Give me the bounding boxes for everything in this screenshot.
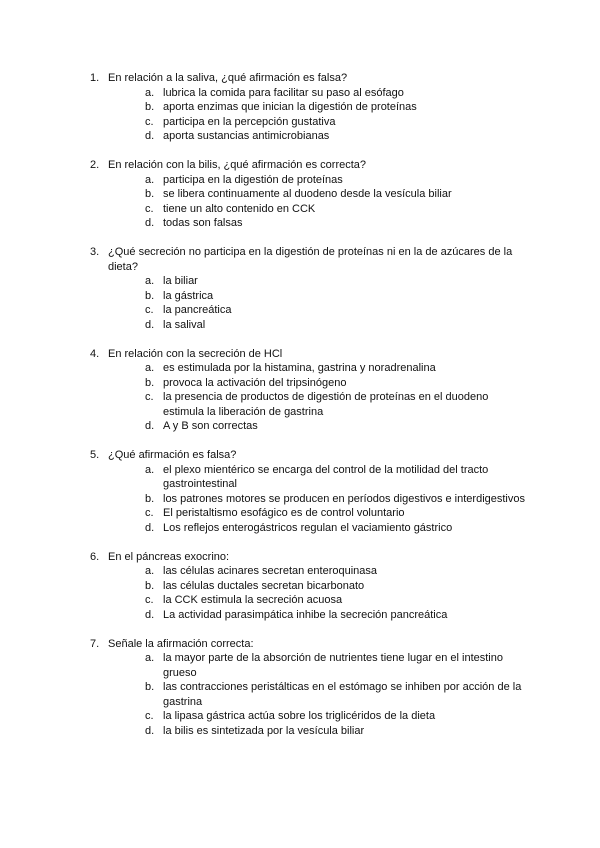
option-item: [145, 390, 530, 419]
question-text: En relación a la saliva, ¿qué afirmación es falsa?: [108, 72, 348, 84]
option-list: [108, 173, 530, 231]
option-list: [108, 651, 530, 738]
option-letter: d.: [145, 217, 155, 229]
option-text: La actividad parasimpática inhibe la secreción pancreática: [163, 608, 448, 621]
question-text: ¿Qué afirmación es falsa?: [108, 449, 237, 461]
option-letter: b.: [145, 376, 155, 389]
option-item: [145, 274, 530, 289]
question-5: [90, 448, 530, 535]
option-text: la salival: [163, 318, 206, 331]
option-item: [145, 100, 530, 115]
option-letter: d.: [145, 420, 155, 432]
option-text: es estimulada por la histamina, gastrina y noradrenalina: [163, 362, 436, 374]
option-text: participa en la percepción gustativa: [163, 115, 336, 128]
question-number: 6.: [90, 550, 100, 563]
option-item: [145, 463, 530, 492]
option-letter: a.: [145, 565, 155, 577]
option-item: [145, 216, 530, 231]
option-item: [145, 187, 530, 202]
option-letter: c.: [145, 304, 154, 316]
question-number: 1.: [90, 72, 100, 84]
option-list: [108, 361, 530, 434]
option-text: tiene un alto contenido en CCK: [163, 202, 316, 215]
option-letter: a.: [145, 173, 155, 186]
option-list: [108, 564, 530, 622]
option-letter: d.: [145, 318, 155, 331]
option-letter: c.: [145, 202, 154, 215]
option-text: lubrica la comida para facilitar su paso al esófago: [163, 86, 404, 99]
option-text: la mayor parte de la absorción de nutrientes tiene lugar en el intestino grueso: [163, 652, 503, 679]
option-item: [145, 564, 530, 579]
option-letter: c.: [145, 710, 154, 722]
option-item: [145, 593, 530, 608]
question-number: 5.: [90, 449, 100, 461]
option-text: las contracciones peristálticas en el estómago se inhiben por acción de la gastrina: [163, 681, 522, 708]
option-letter: c.: [145, 391, 154, 403]
option-letter: a.: [145, 86, 155, 99]
option-item: [145, 376, 530, 391]
option-text: El peristaltismo esofágico es de control voluntario: [163, 507, 405, 519]
option-text: la bilis es sintetizada por la vesícula biliar: [163, 724, 365, 737]
question-text: En el páncreas exocrino:: [108, 550, 230, 563]
question-text: ¿Qué secreción no participa en la digestión de proteínas ni en la de azúcares de la dieta?: [108, 246, 513, 273]
option-text: provoca la activación del tripsinógeno: [163, 376, 347, 389]
option-list: [108, 86, 530, 144]
option-text: se libera continuamente al duodeno desde la vesícula biliar: [163, 188, 452, 200]
question-text: En relación con la bilis, ¿qué afirmación es correcta?: [108, 159, 367, 171]
option-text: aporta sustancias antimicrobianas: [163, 130, 330, 142]
option-text: A y B son correctas: [163, 420, 258, 432]
question-list: [90, 71, 530, 753]
option-letter: a.: [145, 652, 155, 664]
option-text: Los reflejos enterogástricos regulan el vaciamiento gástrico: [163, 521, 453, 534]
option-text: la biliar: [163, 275, 198, 287]
option-text: las células ductales secretan bicarbonato: [163, 579, 365, 592]
option-item: [145, 492, 530, 507]
option-letter: a.: [145, 275, 155, 287]
option-letter: d.: [145, 724, 155, 737]
option-text: todas son falsas: [163, 217, 243, 229]
option-item: [145, 709, 530, 724]
option-letter: c.: [145, 594, 154, 606]
question-number: 7.: [90, 637, 100, 650]
option-text: participa en la digestión de proteínas: [163, 173, 343, 186]
question-1: [90, 71, 530, 144]
option-item: [145, 202, 530, 217]
option-item: [145, 579, 530, 594]
question-4: [90, 347, 530, 434]
option-letter: b.: [145, 579, 155, 592]
question-6: [90, 550, 530, 623]
question-number: 2.: [90, 159, 100, 171]
question-3: [90, 245, 530, 332]
option-text: las células acinares secretan enteroquinasa: [163, 565, 378, 577]
option-letter: a.: [145, 362, 155, 374]
option-letter: d.: [145, 608, 155, 621]
option-item: [145, 115, 530, 130]
option-text: la lipasa gástrica actúa sobre los triglicéridos de la dieta: [163, 710, 436, 722]
question-text: Señale la afirmación correcta:: [108, 637, 254, 650]
option-letter: a.: [145, 463, 155, 476]
option-item: [145, 173, 530, 188]
option-letter: c.: [145, 115, 154, 128]
option-item: [145, 724, 530, 739]
option-item: [145, 651, 530, 680]
option-text: la presencia de productos de digestión de proteínas en el duodeno estimula la liberación de gastrina: [163, 391, 489, 418]
option-list: [108, 274, 530, 332]
question-number: 3.: [90, 246, 100, 258]
option-text: la CCK estimula la secreción acuosa: [163, 594, 343, 606]
question-7: [90, 637, 530, 739]
question-number: 4.: [90, 347, 100, 360]
option-item: [145, 361, 530, 376]
option-letter: c.: [145, 507, 154, 519]
option-letter: d.: [145, 521, 155, 534]
question-text: En relación con la secreción de HCl: [108, 347, 283, 360]
option-item: [145, 506, 530, 521]
option-item: [145, 86, 530, 101]
option-letter: b.: [145, 188, 155, 200]
option-item: [145, 419, 530, 434]
option-text: el plexo mientérico se encarga del control de la motilidad del tracto gastrointestinal: [163, 463, 489, 490]
option-letter: d.: [145, 130, 155, 142]
option-letter: b.: [145, 681, 155, 693]
option-list: [108, 463, 530, 536]
option-item: [145, 129, 530, 144]
option-text: la pancreática: [163, 304, 232, 316]
option-text: la gástrica: [163, 289, 214, 302]
option-item: [145, 521, 530, 536]
option-item: [145, 608, 530, 623]
option-item: [145, 318, 530, 333]
option-item: [145, 680, 530, 709]
option-text: los patrones motores se producen en períodos digestivos e interdigestivos: [163, 492, 525, 505]
option-letter: b.: [145, 492, 155, 505]
option-letter: b.: [145, 101, 155, 113]
question-2: [90, 158, 530, 231]
option-text: aporta enzimas que inician la digestión de proteínas: [163, 101, 417, 113]
option-letter: b.: [145, 289, 155, 302]
option-item: [145, 289, 530, 304]
option-item: [145, 303, 530, 318]
